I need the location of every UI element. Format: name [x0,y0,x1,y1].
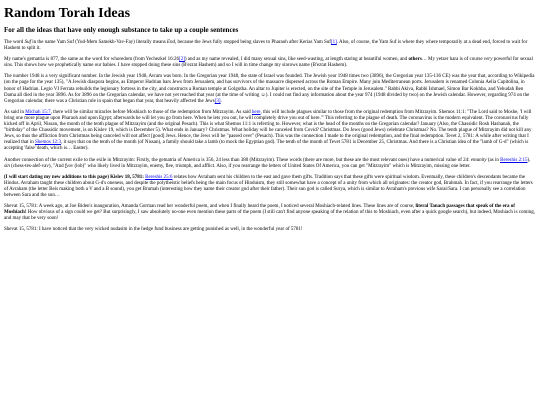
paragraph-1948 [4,74,536,104]
text: powerful for sexual sins. This shows how we prophetically name our babies. I have stopped doing these sins (B'ezrat Hashem) and so I will in time change my sinrows name (B'ezrat Hashem). [4,57,533,69]
text: (as in [486,157,501,163]
footnote-link-1[interactable]: [1] [330,40,337,45]
paragraph-exile [4,158,536,170]
text: (chess-tes-alef-vav), "And [9,163,65,169]
paragraph-hedge-fund [4,227,536,233]
text-italic: sin [4,163,10,169]
text: , there will be similar miracles before Moshiach to those of the redemption from Mitzrayim. As said [50,109,252,115]
page-subtitle: For all the ideas that have only enough substance to take up a couple sentences [4,26,239,34]
text: How obvious of a sign could we get? But surprisingly, I saw absolutely no-one even mention these parts of the poem (I still can't find anyone speaking of the relation of this to Moshiach, even after a quick google search), but indeed, Moshiach is coming, and may that be very soon! [4,210,536,222]
text: The number 1948 is a very significant number. In the Jewish year 1948, Avram was born. In the Gregorian year 1948, the state of Israel was founded. The Jewish year 1948 times two (3896), the Gregorian year 135-136 CE) was the year that, according to Wikipedia (on the page for the year 135), "A Jewish diaspora begins, as Emperor Hadrian bars Jews from Jerusalem, and has survivors of the massacre dispersed across the Roman Empire. Many join Mediterranean ports. Jerusalem is renamed Colonia Aelia Capitolina, in honor of Hadrian. Legio VI Ferrata rebuilds the legionary fortress in the city, and constructs a Roman temple at Golgotha. An altar to Jupiter is erected, on the site of the Temple in Jerusalem." Rabbi Akiva, Rabbi Ishmael, Simon Bar Kokhba, and Yehudah Ben Dama all died in the year 3896. As for 3896 on the Gregorian calendar, we have not yet reached that year (at the time of writing ☺). I could not find any information about the year 974 (1948 divided by two) on the Jewish calendar. However, regarding 974 on the Gregorian calendar, there was a Christian rule in spain that began that year, that heavily affected the Jews [4,74,535,104]
text: As said in [4,109,26,115]
text: ), [527,157,531,163]
text: Shevat 15, 5781: A week ago, at Joe Biden's inauguration, Amanda Gorman read her wonderful poem, and when I finally heard the poem, I noticed several Moshiach-related lines. These lines are of course, [4,204,416,210]
text: … My yetzer hara is of course [421,57,484,63]
paragraph-plagues [4,110,536,153]
paragraph-yam-suf [4,40,536,52]
text-italic: End [166,40,175,45]
text: . [220,98,222,104]
link-bereshis-25[interactable]: Bereshis 25:6 [145,174,173,180]
text-italic: emunity [470,157,487,163]
text: My name's gematria is 877, the same as the word for whoredom (from Yechezkel 16:26 [4,57,180,63]
text: ) and as my name revealed, I did many sexual sins, like seed-wasting, at length staring at beautiful women, and [184,57,409,63]
footnote-link-3[interactable]: [3] [214,98,221,104]
link-shemos[interactable]: Shemos 12:3 [34,140,61,146]
footnote-link-2[interactable]: [2] [179,57,185,63]
link-michah[interactable]: Michah 15:7 [25,109,51,115]
text: . Also, of course, the Yam Suf is where they where temporarily at a dead end, forced to wait for Hashem to split it. [4,40,528,52]
text-italic: very [483,57,493,63]
text: Another connection of the current exile to the exile in Mitzrayim: Firstly, the gematria of America is 356, 24 less than 380 (Mitzrayim). These words (there are more, but these are the most relevant ones) have a numerical value of 24: [4,157,471,163]
paragraph-gematria [4,57,536,69]
link-bereshis-2[interactable]: Bereshis 2:15 [500,157,528,163]
page-title: Random Torah Ideas [4,6,131,21]
text: , it says that on the tenth of the month (of Nissan), a family should take a lamb (to mock the Egyptian god). The tenth of the month of Tevet 5781 is December 25, Christmas. And there is a Christian idea of the "lamb of G-d" (which is accepting 'false' death, which is… Easter). [4,140,529,152]
text: , because the Jews fully stopped being slaves to Pharaoh after Kerias Yam Suf [174,40,331,45]
text-italic: Suf [24,40,31,45]
paragraph-poem [4,204,536,222]
text: relates how Avraham sent his children to the east and gave them gifts. Tradition says that these gifts were spiritual wisdom. Eventually, these children's descendants became the Hindus. Avraham taught these children about G-d's oneness, and despite the polytheistic beliefs being the main focus of Hinduism, they still somewhat have a concept of a unity from which all originates: the creator god, Brahmah. In fact, if you rearrange the letters of Avraham (the letter Beis making both a V and a B sound), you get Brumah (interesting how they name their creator god after their father). Their sun god is called Surya, which is similar to Avraham's previous wife Sarai/Sara. I can personally see a correlation between Sara and the sun… [4,174,533,198]
text-bold: (I will start dating my new additions to this page) Kislev 18, 5781: [4,174,146,180]
paragraph-avraham [4,175,536,199]
text: The word [4,40,25,45]
text-bold: literal Tanach passages that speak of the era of Moshiach! [4,204,515,216]
text: (lob)" who likely lived in Mitzrayim, enemy, flee, triumph, and afflict. Also, if you rearrange the letters of United States Of America, you can get "Mitzrayim" which is Mitzrayim, missing one letter. [73,163,471,169]
text-italic: fyov [64,163,74,169]
text: , this will include plagues similar to those from the original redemption from Mitzrayim. Shemos 11:1: "The Lord said to Moshe, 'I will bring one more plague upon Pharaoh and upon Egypt; afterwards he will let you go from here. When he lets you out, he will completely drive you out of here.'" This referring to the plague of death. The coronavirus is the modern equivalent. The coronavirus fully kicked off in April, Nissan, the month of the tenth plague of Mitzrayim (and the original Pesach). This is what Shemos 11:1 is referring to. However, what is the head of the months on the Gregorian calendar? January (Also, the Chassidic Rosh Hashanah, the "birthday" of the Chassidic movement, is on Kislev 19, which is December 5). What ends in January? Christmas. What holiday will be canceled from Covid? Christmas. Do Jews (good Jews) celebrate Christmas? No. The tenth plague of Mitzrayim did not kill any Jews, so thus the affliction from Christmas being canceled will not affect [good] Jews. Hence, the Jews will be "passed over" (Pesach). This was the connection I made to the original redemption, and the final redemption. Tevet 2, 5781: A while after writing that I realized that in [4,109,532,146]
text: Shevat 15, 5781: I have noticed that the very wicked nudasim in the hedge fund business are getting punished as well, in the wonderful year of 5781! [4,227,303,233]
link-here[interactable]: here [251,109,261,115]
text: in the name Yam Suf (Yud-Mem Samekh-Vav-Fay) literally means [30,40,167,45]
text-bold: others [408,57,422,63]
